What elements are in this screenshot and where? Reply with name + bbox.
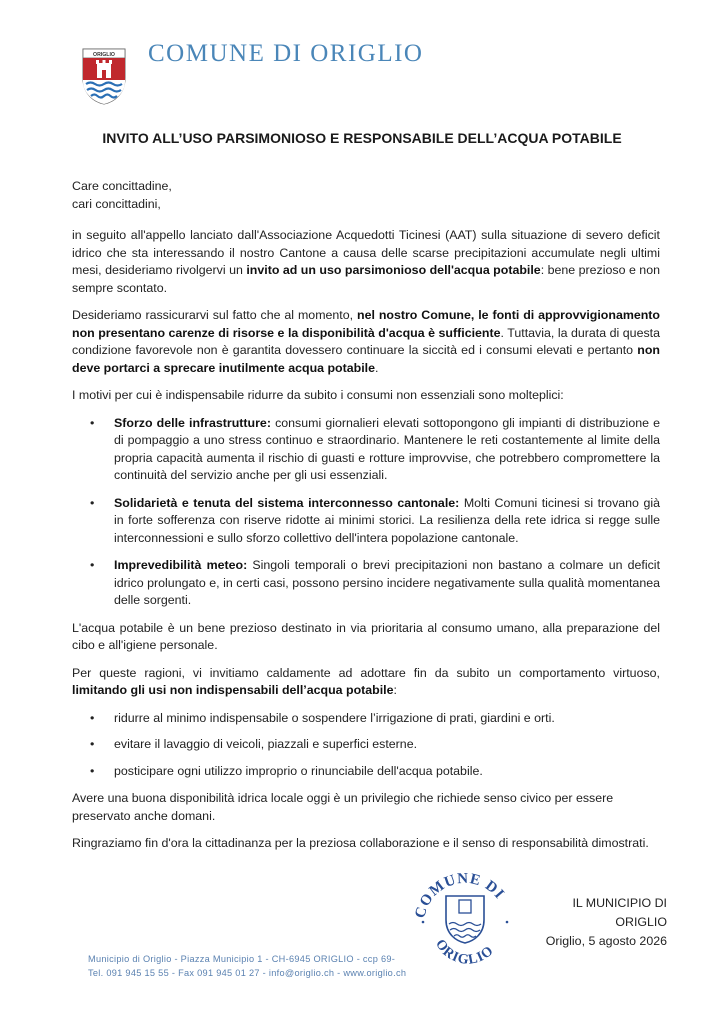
list-item-title: Imprevedibilità meteo: xyxy=(114,558,248,572)
list-item-text: evitare il lavaggio di veicoli, piazzali e superfici esterne. xyxy=(114,737,418,751)
paragraph-text: . xyxy=(374,360,379,375)
paragraph-civic-sense: Avere una buona disponibilità idrica locale oggi è un privilegio che richiede senso civico per essere preservato anche domani. xyxy=(72,791,614,823)
paragraph-text: . Tuttavia, la durata di questa condizione favorevole non è garantita dovessero continuare la siccità ed i consumi elevati e pertanto xyxy=(72,325,660,357)
paragraph-emphasis: non deve portarci a sprecare inutilmente acqua potabile xyxy=(72,343,660,375)
signature-place-date: Origlio, 5 agosto 2026 xyxy=(545,934,667,948)
list-item xyxy=(72,557,660,610)
coat-of-arms-logo xyxy=(80,46,128,106)
paragraph-emphasis: limitando gli usi non indispensabili dell’acqua potabile xyxy=(72,683,394,697)
paragraph-text: in seguito all'appello lanciato dall'Associazione Acquedotti Ticinesi (AAT) sulla situazione di severo deficit idrico che sta interessando il nostro Cantone a causa delle scarse precipitazioni accumulate negli ultimi mesi, desideriamo rivolgervi un xyxy=(72,228,660,277)
paragraph-text: : xyxy=(393,683,397,697)
paragraph-text: Desideriamo rassicurarvi sul fatto che al momento, xyxy=(72,308,357,322)
svg-text:COMUNE DI: COMUNE DI xyxy=(412,870,508,920)
list-item xyxy=(72,763,660,781)
municipality-title: COMUNE DI ORIGLIO xyxy=(148,40,424,67)
paragraph-thanks: Ringraziamo fin d'ora la cittadinanza per la preziosa collaborazione e il senso di responsabilità dimostrati. xyxy=(72,836,649,850)
paragraph-drinking-water: L'acqua potabile è un bene prezioso destinato in via prioritaria al consumo umano, alla preparazione del cibo e all'igiene personale. xyxy=(72,620,660,652)
bullet-icon: • xyxy=(90,415,95,430)
paragraph-text: Per queste ragioni, vi invitiamo caldamente ad adottare fin da subito un comportamento virtuoso, xyxy=(72,665,660,680)
paragraph-invitation xyxy=(72,665,660,700)
salutation xyxy=(72,178,660,213)
letter-body xyxy=(72,178,660,863)
paragraph-emphasis: invito ad un uso parsimonioso dell'acqua potabile xyxy=(246,263,541,277)
bullet-icon: • xyxy=(90,763,95,778)
official-stamp xyxy=(410,862,520,972)
reasons-list xyxy=(72,415,660,610)
actions-list xyxy=(72,710,660,781)
footer-address: Municipio di Origlio - Piazza Municipio 1 - CH-6945 ORIGLIO - ccp 69- xyxy=(88,954,396,964)
salutation-line-1: Care concittadine, xyxy=(72,179,172,193)
bullet-icon: • xyxy=(90,710,95,725)
list-item-text: consumi giornalieri elevati sottopongono gli impianti di distribuzione e di pompaggio a uno stress continuo e straordinario. Mantenere le reti costantemente al limite della propria capacità aumenta il rischio di guasti e rotture improvvise, che potrebbero compromettere la continuità del servizio anche per gli usi essenziali. xyxy=(114,415,660,482)
logo-label: ORIGLIO xyxy=(93,52,115,58)
list-item xyxy=(72,415,660,485)
bullet-icon: • xyxy=(90,495,95,510)
page-footer xyxy=(88,952,406,980)
list-item-text: ridurre al minimo indispensabile o sospendere l’irrigazione di prati, giardini e orti. xyxy=(114,710,555,725)
list-item xyxy=(72,495,660,548)
signature-office: IL MUNICIPIO DI ORIGLIO xyxy=(572,896,667,929)
bullet-icon: • xyxy=(90,558,95,572)
document-title: INVITO ALL’USO PARSIMONIOSO E RESPONSABILE DELL’ACQUA POTABILE xyxy=(102,130,622,146)
salutation-line-2: cari concittadini, xyxy=(72,196,161,211)
paragraph-emphasis: nel nostro Comune, le fonti di approvvigionamento non presentano carenze di risorse e la disponibilità d'acqua è sufficiente xyxy=(72,308,661,340)
list-item xyxy=(72,736,660,754)
signature-block xyxy=(527,894,667,951)
list-item-text: posticipare ogni utilizzo improprio o rinunciabile dell'acqua potabile. xyxy=(114,763,483,778)
paragraph-reasons-intro: I motivi per cui è indispensabile ridurre da subito i consumi non essenziali sono molteplici: xyxy=(72,388,564,402)
paragraph-reassurance xyxy=(72,307,660,377)
bullet-icon: • xyxy=(90,737,95,751)
svg-text:ORIGLIO: ORIGLIO xyxy=(432,937,498,968)
paragraph-text: : bene prezioso e non sempre scontato. xyxy=(72,263,660,295)
list-item-text: Singoli temporali o brevi precipitazioni non bastano a colmare un deficit idrico prolungato e, in certi casi, possono persino incidere negativamente sulla qualità momentanea delle sorgenti. xyxy=(114,558,661,607)
list-item xyxy=(72,710,660,728)
list-item-title: Solidarietà e tenuta del sistema interconnesso cantonale: xyxy=(114,495,460,510)
list-item-title: Sforzo delle infrastrutture: xyxy=(114,415,271,430)
paragraph-appeal xyxy=(72,227,660,297)
footer-contacts: Tel. 091 945 15 55 - Fax 091 945 01 27 - info@origlio.ch - www.origlio.ch xyxy=(88,968,407,978)
list-item-text: Molti Comuni ticinesi si trovano già in forte sofferenza con riserve ridotte ai minimi storici. La resilienza della rete idrica si regge sulle interconnessioni e sullo sforzo collettivo dell'intera popolazione cantonale. xyxy=(114,495,661,545)
